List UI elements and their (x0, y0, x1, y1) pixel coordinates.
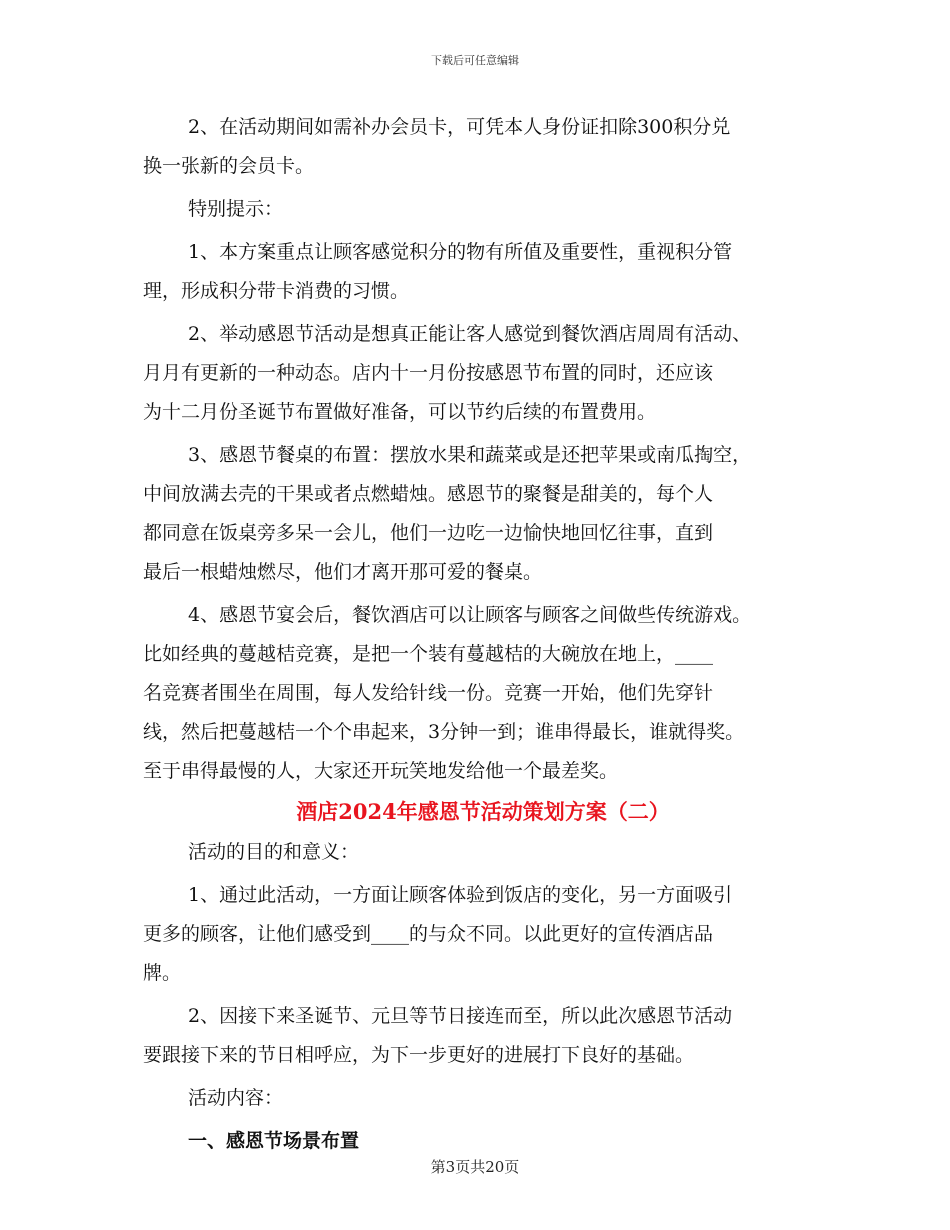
paragraph-line: 2、在活动期间如需补办会员卡，可凭本人身份证扣除300积分兑 (188, 116, 731, 138)
paragraph-line: 线，然后把蔓越桔一个个串起来，3分钟一到；谁串得最长，谁就得奖。 (143, 721, 745, 743)
paragraph-line: 都同意在饭桌旁多呆一会儿，他们一边吃一边愉快地回忆往事，直到 (143, 522, 714, 544)
page-header: 下载后可任意编辑 (431, 54, 519, 67)
paragraph-line: 至于串得最慢的人，大家还开玩笑地发给他一个最差奖。 (143, 760, 619, 782)
paragraph-line: 为十二月份圣诞节布置做好准备，可以节约后续的布置费用。 (143, 401, 657, 423)
document-body (143, 108, 823, 1161)
paragraph-line: 活动的目的和意义： (188, 841, 360, 863)
paragraph-line: 比如经典的蔓越桔竞赛，是把一个装有蔓越桔的大碗放在地上，____ (143, 643, 714, 665)
paragraph-line: 活动内容： (188, 1087, 284, 1109)
paragraph-line: 特别提示： (188, 198, 284, 220)
paragraph-line: 1、本方案重点让顾客感觉积分的物有所值及重要性，重视积分管 (188, 241, 733, 263)
paragraph-line: 月月有更新的一种动态。店内十一月份按感恩节布置的同时，还应该 (143, 362, 714, 384)
paragraph-line: 4、感恩节宴会后，餐饮酒店可以让顾客与顾客之间做些传统游戏。 (188, 604, 752, 626)
subsection-heading: 一、感恩节场景布置 (188, 1130, 360, 1152)
paragraph-line: 牌。 (143, 962, 182, 984)
paragraph-line: 更多的顾客，让他们感受到____的与众不同。以此更好的宣传酒店品 (143, 923, 714, 945)
paragraph-line: 2、举动感恩节活动是想真正能让客人感觉到餐饮酒店周周有活动、 (188, 323, 752, 345)
paragraph-line: 换一张新的会员卡。 (143, 155, 315, 177)
paragraph-line: 2、因接下来圣诞节、元旦等节日接连而至，所以此次感恩节活动 (188, 1005, 733, 1027)
paragraph-line: 中间放满去壳的干果或者点燃蜡烛。感恩节的聚餐是甜美的，每个人 (143, 483, 714, 505)
paragraph-line: 名竞赛者围坐在周围，每人发给针线一份。竞赛一开始，他们先穿针 (143, 682, 714, 704)
paragraph-line: 要跟接下来的节日相呼应，为下一步更好的进展打下良好的基础。 (143, 1044, 695, 1066)
paragraph-line: 最后一根蜡烛燃尽，他们才离开那可爱的餐桌。 (143, 561, 543, 583)
section-title: 酒店2024年感恩节活动策划方案（二） (296, 799, 670, 824)
paragraph-line: 理，形成积分带卡消费的习惯。 (143, 280, 410, 302)
paragraph-line: 1、通过此活动，一方面让顾客体验到饭店的变化，另一方面吸引 (188, 884, 733, 906)
page-footer: 第3页共20页 (430, 1158, 520, 1176)
paragraph-line: 3、感恩节餐桌的布置：摆放水果和蔬菜或是还把苹果或南瓜掏空， (188, 444, 752, 466)
